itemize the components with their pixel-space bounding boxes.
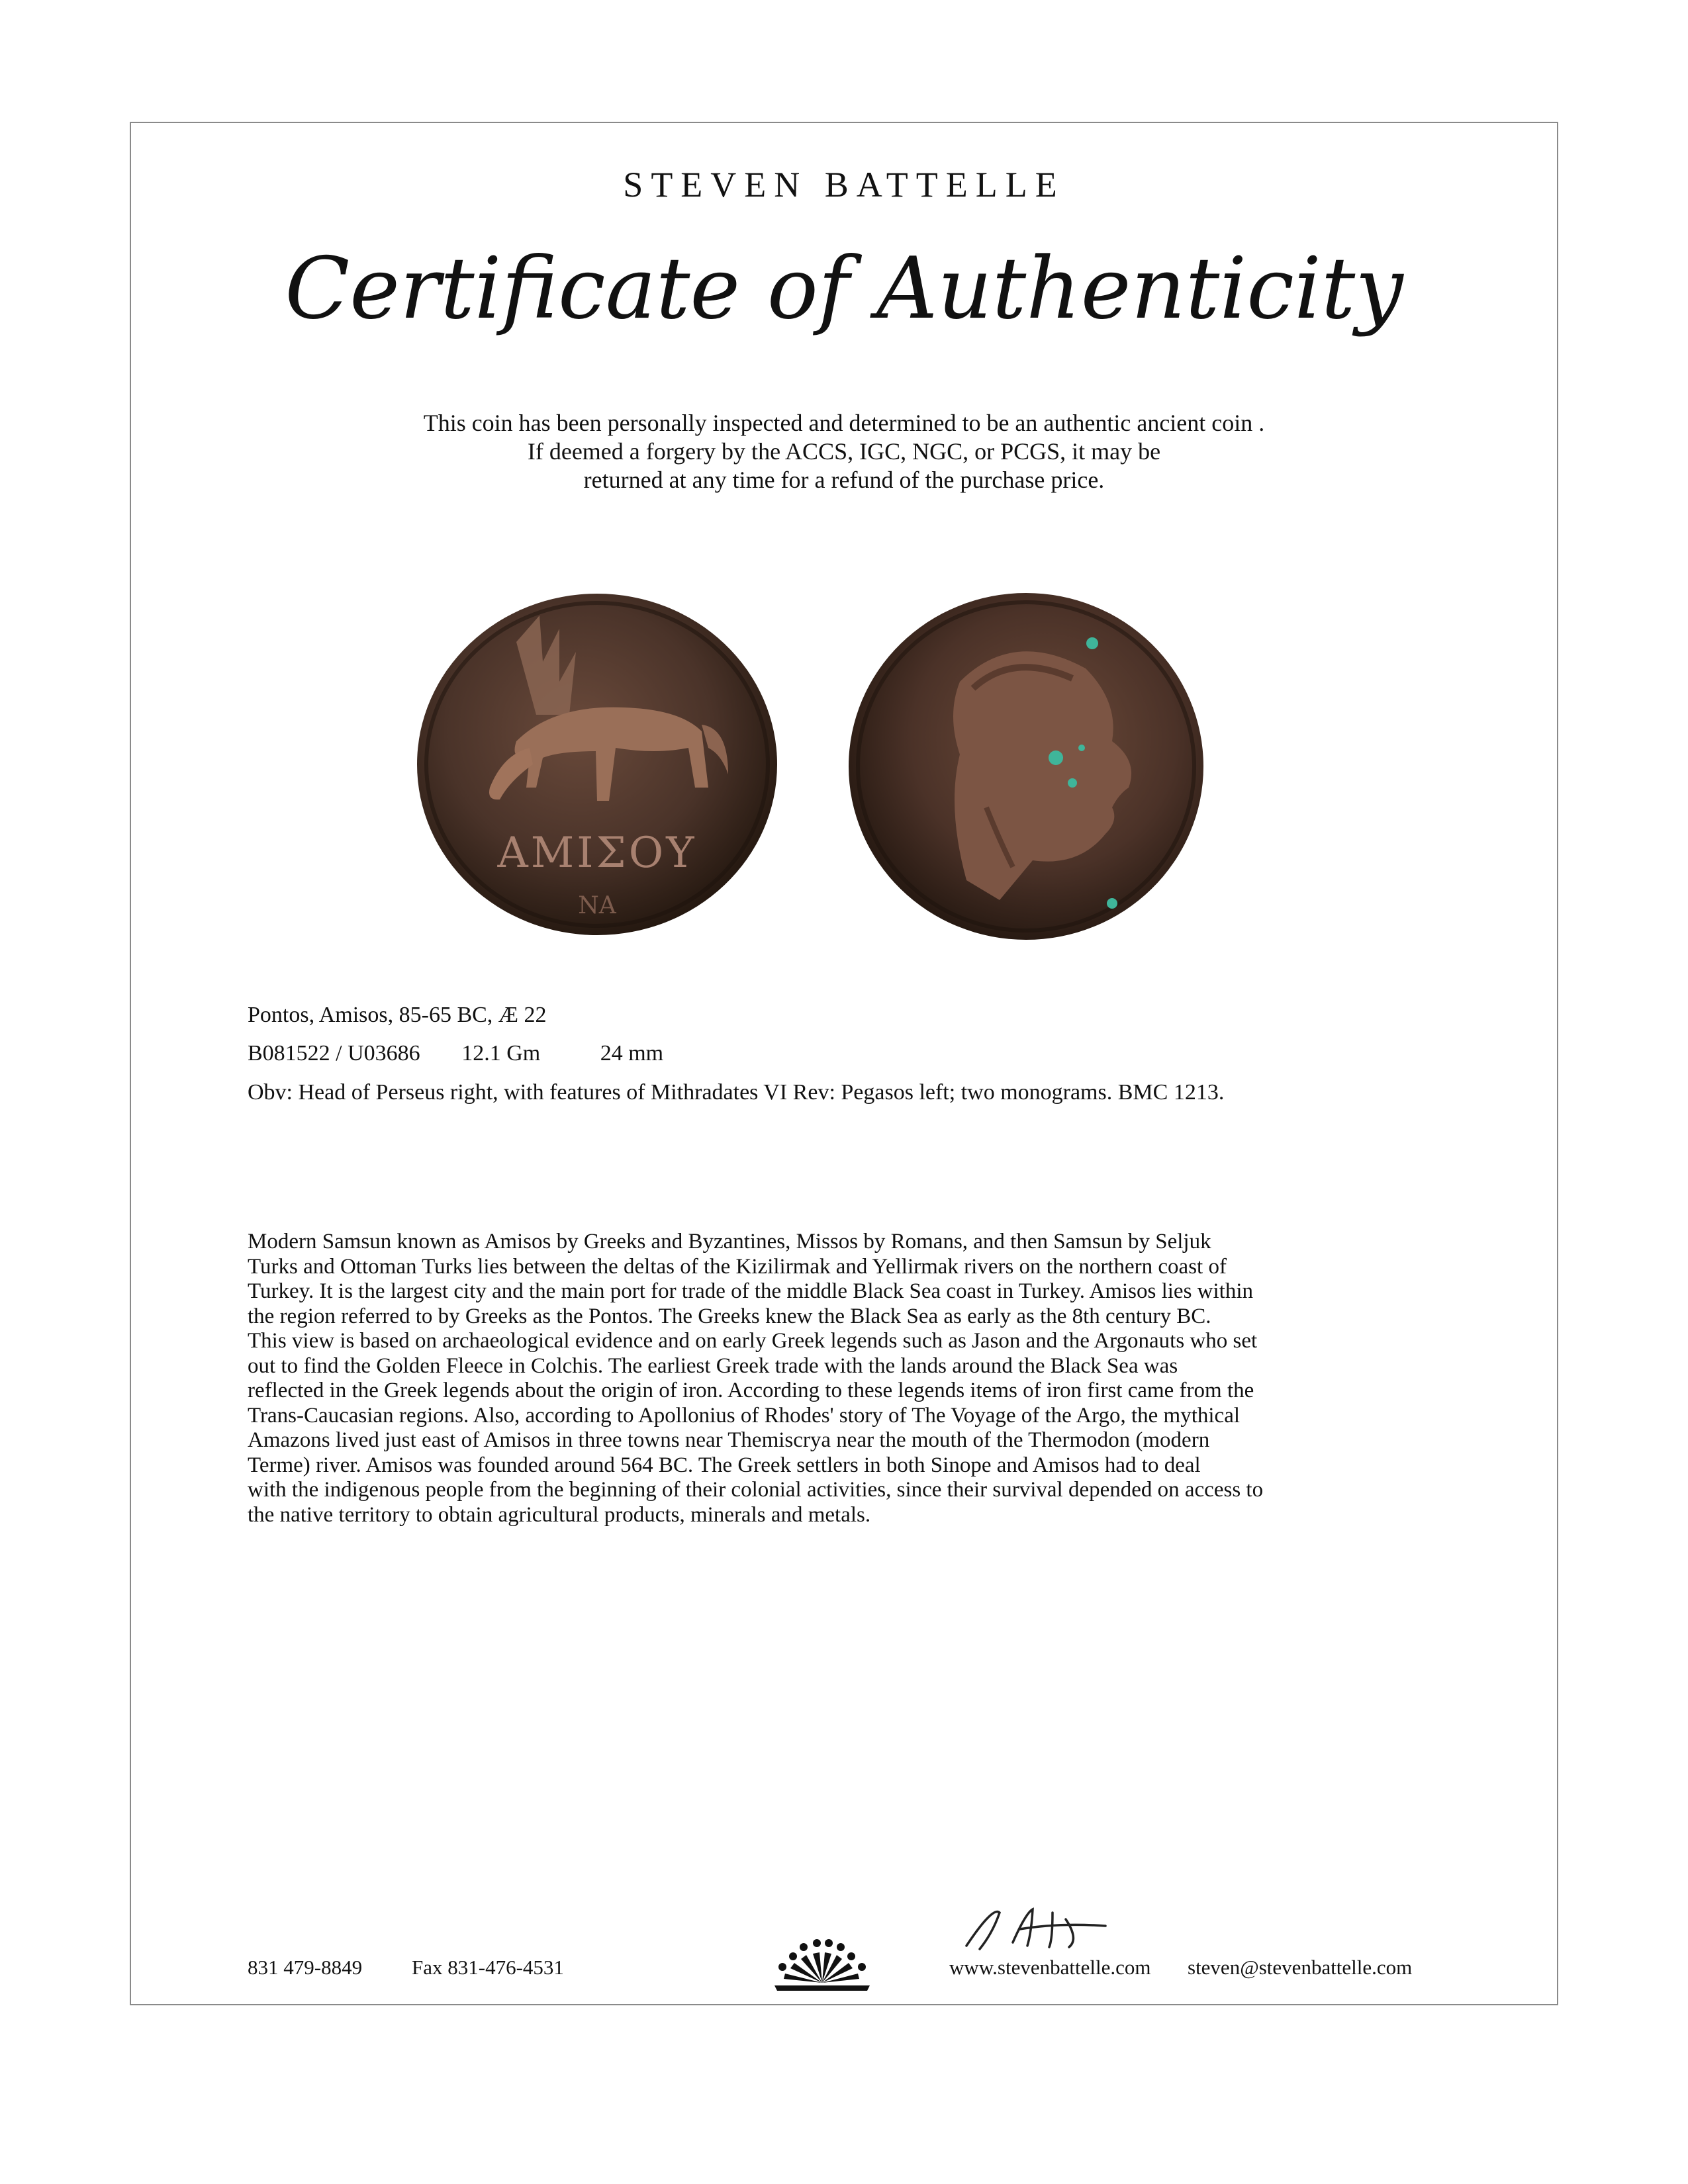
- essay-line: the native territory to obtain agricultural products, minerals and metals.: [248, 1502, 871, 1527]
- fax-number: Fax 831-476-4531: [412, 1956, 564, 1979]
- intro-line-3: returned at any time for a refund of the purchase price.: [583, 467, 1105, 493]
- essay-line: reflected in the Greek legends about the origin of iron. According to these legends items of iron first came from the: [248, 1379, 1254, 1402]
- sunburst-logo-icon: [768, 1927, 876, 1993]
- essay-line: Modern Samsun known as Amisos by Greeks and Byzantines, Missos by Romans, and then Samsun by Seljuk: [248, 1230, 1211, 1253]
- essay-line: out to find the Golden Fleece in Colchis. The earliest Greek trade with the lands around the Black Sea was: [248, 1353, 1178, 1378]
- essay-line: the region referred to by Greeks as the Pontos. The Greeks knew the Black Sea as early as the 8th century BC.: [248, 1304, 1211, 1328]
- coin-title-line: Pontos, Amisos, 85-65 BC, Æ 22: [248, 1003, 547, 1027]
- certificate-title: [0, 218, 1688, 371]
- intro-line-1: This coin has been personally inspected and determined to be an authentic ancient coin .: [423, 410, 1265, 436]
- coin-legend: ΑΜΙΣΟΥ: [497, 829, 697, 878]
- essay-line: Amazons lived just east of Amisos in three towns near Themiscrya near the mouth of the Thermodon (modern: [248, 1428, 1210, 1452]
- coin-diameter: 24 mm: [600, 1041, 664, 1066]
- essay-line: Turks and Ottoman Turks lies between the deltas of the Kizilirmak and Yellirmak rivers on the northern coast of: [248, 1254, 1227, 1279]
- phone-number: 831 479-8849: [248, 1956, 363, 1979]
- signature: [953, 1899, 1119, 1959]
- essay-line: Trans-Caucasian regions. Also, according to Apollonius of Rhodes' story of The Voyage of the Argo, the mythical: [248, 1403, 1241, 1428]
- coin-specs: [248, 1041, 1505, 1066]
- coin-description: Obv: Head of Perseus right, with features of Mithradates VI Rev: Pegasos left; two monograms. BMC 1213.: [248, 1080, 1225, 1105]
- inventory-number: B081522 / U03686: [248, 1041, 420, 1066]
- website-link[interactable]: www.stevenbattelle.com: [949, 1956, 1151, 1979]
- essay-line: with the indigenous people from the beginning of their colonial activities, since their survival depended on access to: [248, 1478, 1264, 1502]
- essay-line: Terme) river. Amisos was founded around 564 BC. The Greek settlers in both Sinope and Amisos had to deal: [248, 1453, 1201, 1477]
- intro-statement: [199, 409, 1489, 494]
- essay-line: This view is based on archaeological evidence and on early Greek legends such as Jason and the Argonauts who set: [248, 1329, 1258, 1353]
- certificate-title-text: Certificate of Authenticity: [285, 240, 1403, 338]
- brand-name: STEVEN BATTELLE: [623, 165, 1065, 205]
- essay-line: Turkey. It is the largest city and the main port for trade of the middle Black Sea coast in Turkey. Amisos lies within: [248, 1279, 1253, 1303]
- coin-perseus-side: [849, 593, 1203, 940]
- svg-text:ΝΑ: ΝΑ: [578, 892, 616, 919]
- intro-line-2: If deemed a forgery by the ACCS, IGC, NGC, or PCGS, it may be: [527, 438, 1161, 465]
- history-essay: [248, 1230, 1413, 1527]
- coin-pegasos-side: [417, 594, 777, 935]
- email-link[interactable]: steven@stevenbattelle.com: [1188, 1956, 1413, 1979]
- coin-images: [417, 589, 1211, 946]
- coin-weight: 12.1 Gm: [461, 1041, 541, 1066]
